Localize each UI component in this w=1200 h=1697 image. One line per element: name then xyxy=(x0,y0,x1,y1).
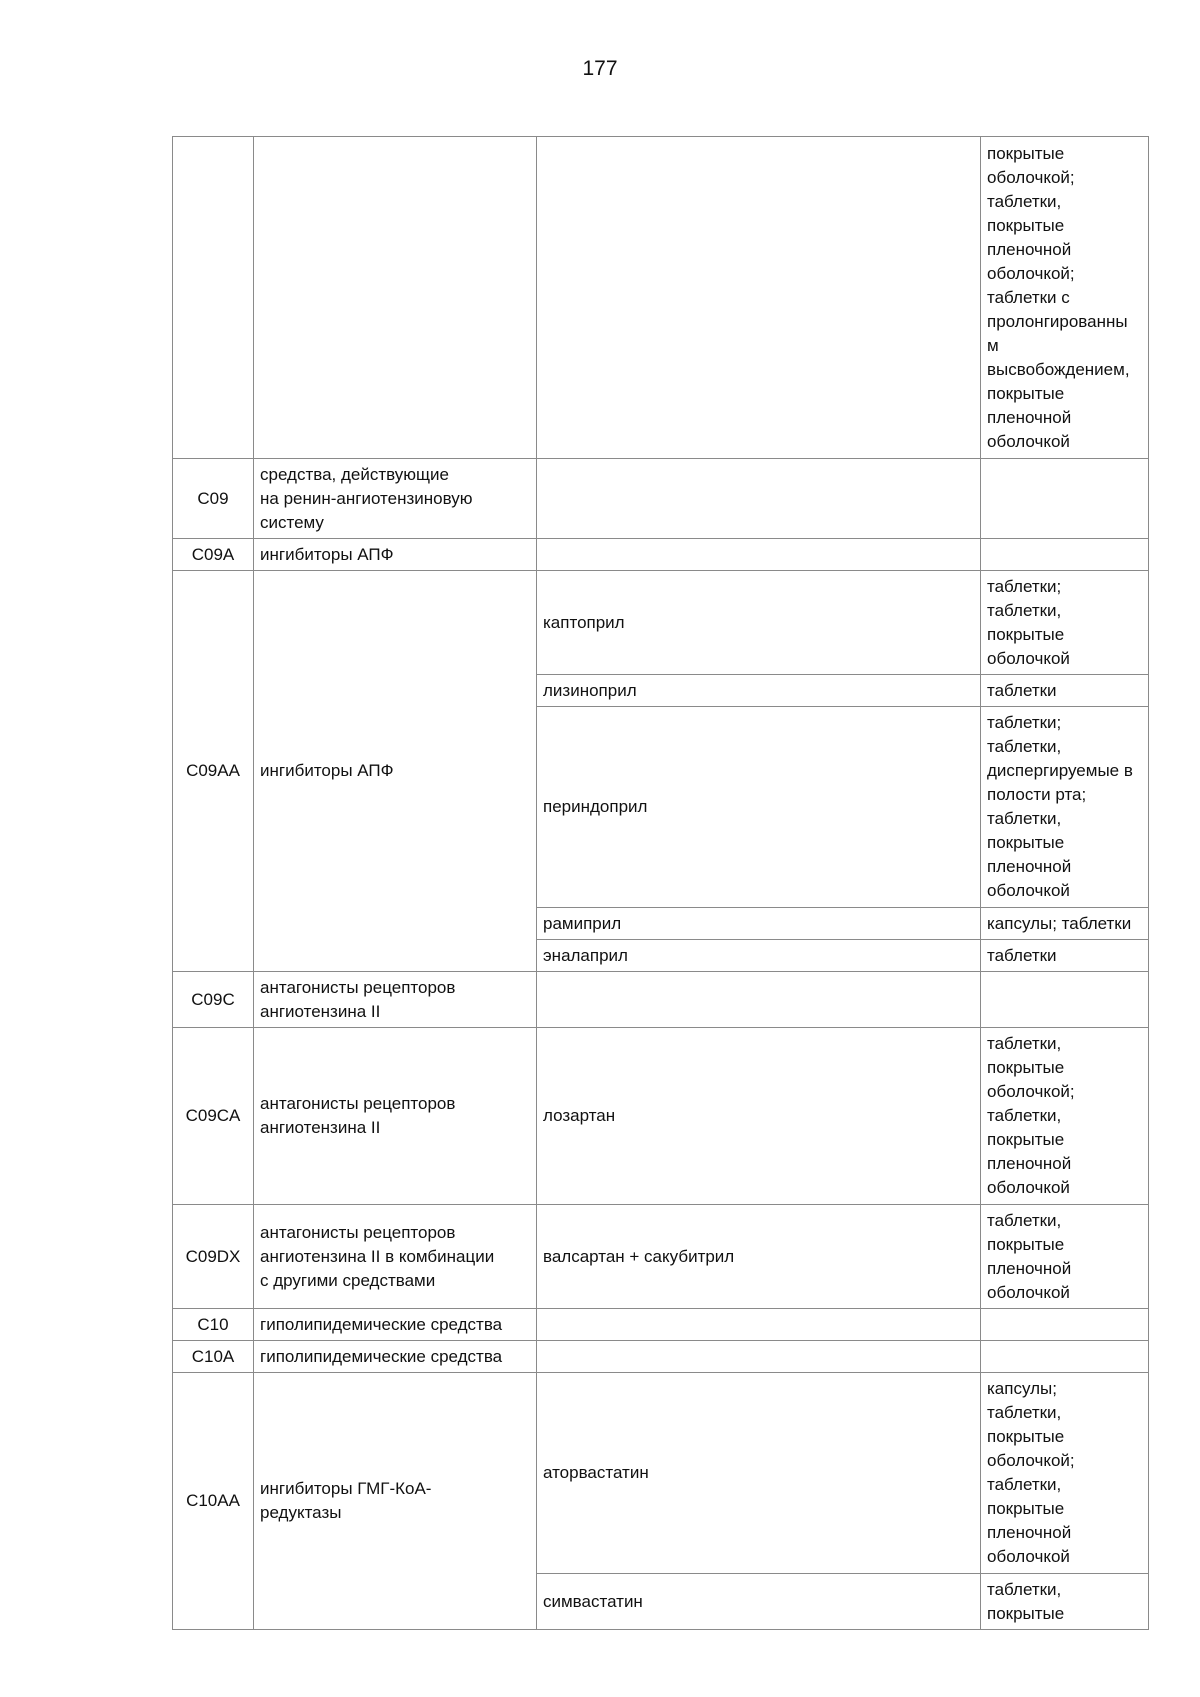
form-cell xyxy=(981,1341,1149,1373)
drug-cell xyxy=(537,1309,981,1341)
code-cell xyxy=(173,137,254,459)
table-row xyxy=(173,137,1149,459)
table-row xyxy=(173,1373,1149,1574)
drug-cell: рамиприл xyxy=(537,908,981,940)
form-cell xyxy=(981,539,1149,571)
drug-cell: эналаприл xyxy=(537,940,981,972)
code-cell: C09CA xyxy=(173,1028,254,1205)
drug-cell: каптоприл xyxy=(537,571,981,675)
group-cell: ингибиторы АПФ xyxy=(254,571,537,972)
group-cell: антагонисты рецепторов ангиотензина II xyxy=(254,972,537,1028)
form-cell: таблетки xyxy=(981,675,1149,707)
drug-cell: аторвастатин xyxy=(537,1373,981,1574)
group-cell: гиполипидемические средства xyxy=(254,1309,537,1341)
code-cell: C09AA xyxy=(173,571,254,972)
code-cell: C09 xyxy=(173,459,254,539)
page-number: 177 xyxy=(582,57,618,80)
form-cell: таблетки xyxy=(981,940,1149,972)
code-cell: C09A xyxy=(173,539,254,571)
code-cell: C10A xyxy=(173,1341,254,1373)
code-cell: C10AA xyxy=(173,1373,254,1630)
group-cell: ингибиторы АПФ xyxy=(254,539,537,571)
code-cell: C09DX xyxy=(173,1205,254,1309)
form-cell: таблетки, покрытые xyxy=(981,1574,1149,1630)
drug-cell: валсартан + сакубитрил xyxy=(537,1205,981,1309)
drug-cell xyxy=(537,972,981,1028)
group-cell: антагонисты рецепторов ангиотензина II в комбинации с другими средствами xyxy=(254,1205,537,1309)
table-row xyxy=(173,1028,1149,1205)
group-cell: антагонисты рецепторов ангиотензина II xyxy=(254,1028,537,1205)
table-row xyxy=(173,1341,1149,1373)
group-cell: ингибиторы ГМГ-КоА- редуктазы xyxy=(254,1373,537,1630)
table-row xyxy=(173,571,1149,675)
drug-cell xyxy=(537,1341,981,1373)
form-cell: таблетки, покрытые оболочкой; таблетки, покрытые пленочной оболочкой xyxy=(981,1028,1149,1205)
drug-cell xyxy=(537,539,981,571)
form-cell: покрытые оболочкой; таблетки, покрытые пленочной оболочкой; таблетки с пролонгированны м высвобождением, покрытые пленочной оболочкой xyxy=(981,137,1149,459)
group-cell xyxy=(254,137,537,459)
form-cell xyxy=(981,1309,1149,1341)
form-cell: таблетки, покрытые пленочной оболочкой xyxy=(981,1205,1149,1309)
form-cell: капсулы; таблетки, покрытые оболочкой; таблетки, покрытые пленочной оболочкой xyxy=(981,1373,1149,1574)
drug-cell xyxy=(537,137,981,459)
drug-cell: лизиноприл xyxy=(537,675,981,707)
table-row xyxy=(173,1205,1149,1309)
group-cell: средства, действующие на ренин-ангиотензиновую систему xyxy=(254,459,537,539)
form-cell xyxy=(981,972,1149,1028)
drug-cell: периндоприл xyxy=(537,707,981,908)
drug-cell: симвастатин xyxy=(537,1574,981,1630)
table-row xyxy=(173,972,1149,1028)
table-row xyxy=(173,459,1149,539)
code-cell: C09C xyxy=(173,972,254,1028)
form-cell xyxy=(981,459,1149,539)
code-cell: C10 xyxy=(173,1309,254,1341)
form-cell: таблетки; таблетки, покрытые оболочкой xyxy=(981,571,1149,675)
table-row xyxy=(173,1309,1149,1341)
table-row xyxy=(173,539,1149,571)
form-cell: капсулы; таблетки xyxy=(981,908,1149,940)
group-cell: гиполипидемические средства xyxy=(254,1341,537,1373)
drug-cell: лозартан xyxy=(537,1028,981,1205)
form-cell: таблетки; таблетки, диспергируемые в полости рта; таблетки, покрытые пленочной оболочкой xyxy=(981,707,1149,908)
drug-table xyxy=(172,136,1149,1630)
drug-cell xyxy=(537,459,981,539)
